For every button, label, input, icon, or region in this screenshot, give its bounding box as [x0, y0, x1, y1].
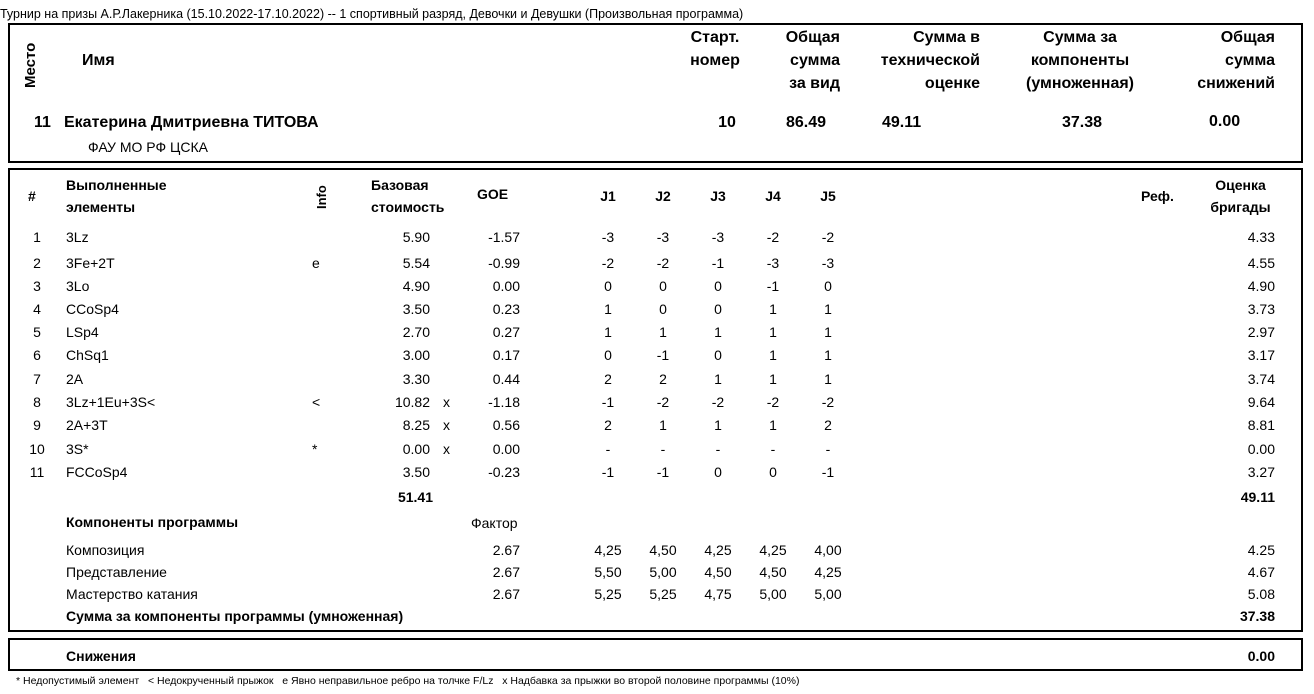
skater-deductions: 0.00: [1209, 113, 1241, 130]
skater-place: 11: [34, 114, 51, 131]
skater-tes: 49.11: [882, 114, 922, 131]
judge-header: J4: [765, 188, 781, 204]
base-value-total: 51.41: [397, 489, 433, 505]
element-number: 1: [33, 229, 41, 245]
judge-mark: -1: [711, 255, 725, 271]
element-panel-score: 0.00: [1247, 441, 1275, 457]
component-name: Представление: [66, 564, 167, 580]
skater-name: Екатерина Дмитриевна ТИТОВА: [64, 114, 319, 131]
judge-mark: -3: [821, 255, 835, 271]
judge-mark: -2: [601, 255, 615, 271]
judge-mark: 0: [824, 278, 832, 294]
col-goe-header: GOE: [477, 186, 509, 202]
element-goe: -0.23: [488, 464, 520, 480]
component-judge-mark: 4,25: [759, 542, 787, 558]
element-panel-score: 3.27: [1247, 464, 1275, 480]
element-number: 4: [33, 301, 41, 317]
start-number-header: Старт. номер: [690, 29, 740, 69]
col-elements-header: Выполненные элементы: [66, 177, 167, 215]
element-number: 11: [29, 464, 45, 480]
component-judge-mark: 5,25: [649, 586, 677, 602]
col-panel-header: Оценка бригады: [1210, 177, 1271, 215]
component-judge-mark: 5,00: [649, 564, 677, 580]
element-number: 2: [33, 255, 41, 271]
element-goe: -1.18: [488, 394, 520, 410]
component-judge-mark: 4,25: [704, 542, 732, 558]
factor-header: Фактор: [471, 515, 518, 531]
element-name: 3S*: [66, 441, 89, 457]
component-judge-mark: 4,50: [759, 564, 787, 580]
pcs-header: Сумма за компоненты (умноженная): [1026, 29, 1134, 92]
judge-mark: -: [660, 441, 666, 457]
element-base-value: 10.82: [394, 394, 430, 410]
judge-mark: 0: [604, 278, 612, 294]
col-info-header: Info: [314, 185, 329, 209]
element-number: 9: [33, 417, 41, 433]
element-number: 3: [33, 278, 41, 294]
skater-club: ФАУ МО РФ ЦСКА: [88, 139, 208, 155]
element-number: 7: [33, 371, 41, 387]
judge-mark: -1: [656, 464, 670, 480]
judge-mark: -2: [766, 394, 780, 410]
component-judge-mark: 4,75: [704, 586, 732, 602]
judge-mark: 1: [769, 417, 777, 433]
judge-mark: 0: [659, 278, 667, 294]
name-header: Имя: [82, 52, 115, 69]
judge-mark: 0: [714, 278, 722, 294]
element-bonus-mark: x: [443, 417, 450, 433]
element-base-value: 3.00: [402, 347, 430, 363]
judge-mark: 2: [604, 371, 612, 387]
element-goe: -1.57: [488, 229, 520, 245]
judge-mark: -: [825, 441, 831, 457]
element-info: <: [312, 394, 321, 410]
footnote: * Недопустимый элемент < Недокрученный прыжок e Явно неправильное ребро на толчке F/Lz x Надбавка за прыжки во второй половине программы (10%): [16, 675, 800, 687]
judge-header: J3: [710, 188, 726, 204]
element-name: LSp4: [66, 324, 99, 340]
judge-mark: 2: [659, 371, 667, 387]
judge-header: J2: [655, 188, 671, 204]
judge-header: J5: [820, 188, 836, 204]
element-base-value: 3.50: [402, 464, 430, 480]
component-factor: 2.67: [492, 564, 520, 580]
judge-mark: 1: [769, 301, 777, 317]
element-name: 3Lz+1Eu+3S<: [66, 394, 156, 410]
judge-mark: 0: [769, 464, 777, 480]
element-bonus-mark: x: [443, 394, 450, 410]
judge-mark: 1: [769, 347, 777, 363]
element-goe: 0.00: [492, 278, 520, 294]
judge-mark: 1: [824, 324, 832, 340]
judge-mark: 1: [824, 301, 832, 317]
judge-mark: -3: [656, 229, 670, 245]
skater-start-number: 10: [718, 114, 736, 131]
element-name: 2A+3T: [66, 417, 108, 433]
element-base-value: 5.90: [402, 229, 430, 245]
judge-mark: -2: [711, 394, 725, 410]
judge-mark: 1: [604, 301, 612, 317]
element-number: 8: [33, 394, 41, 410]
judge-mark: -2: [656, 255, 670, 271]
judge-mark: -: [715, 441, 721, 457]
judge-mark: -1: [601, 464, 615, 480]
element-base-value: 3.50: [402, 301, 430, 317]
component-score: 5.08: [1247, 586, 1275, 602]
element-name: 3Lz: [66, 229, 89, 245]
component-judge-mark: 4,50: [704, 564, 732, 580]
component-judge-mark: 4,25: [594, 542, 622, 558]
judge-mark: -2: [821, 229, 835, 245]
col-ref-header: Реф.: [1141, 188, 1174, 204]
judge-mark: 0: [714, 301, 722, 317]
component-judge-mark: 5,25: [594, 586, 622, 602]
element-info: e: [312, 255, 320, 271]
component-factor: 2.67: [492, 586, 520, 602]
component-name: Мастерство катания: [66, 586, 198, 602]
deductions-box: [8, 638, 1303, 671]
element-base-value: 8.25: [402, 417, 430, 433]
element-base-value: 2.70: [402, 324, 430, 340]
component-judge-mark: 4,25: [814, 564, 842, 580]
element-name: 2A: [66, 371, 84, 387]
deductions-header: Общая сумма снижений: [1197, 29, 1275, 92]
col-base-header: Базовая стоимость: [371, 177, 445, 215]
judge-mark: -3: [601, 229, 615, 245]
element-panel-score: 2.97: [1247, 324, 1275, 340]
element-info: *: [312, 441, 318, 457]
element-number: 6: [33, 347, 41, 363]
judge-header: J1: [600, 188, 616, 204]
judge-mark: 1: [714, 417, 722, 433]
judge-mark: -3: [711, 229, 725, 245]
tes-header: Сумма в технической оценке: [880, 29, 980, 92]
element-goe: 0.00: [492, 441, 520, 457]
skater-total-score: 86.49: [785, 114, 826, 131]
element-panel-score: 4.90: [1247, 278, 1275, 294]
element-goe: 0.44: [492, 371, 520, 387]
component-judge-mark: 5,00: [814, 586, 842, 602]
judge-mark: 1: [604, 324, 612, 340]
element-name: FCCoSp4: [66, 464, 128, 480]
components-total-label: Сумма за компоненты программы (умноженная): [66, 608, 404, 624]
judge-mark: 0: [604, 347, 612, 363]
element-name: 3Fe+2T: [66, 255, 115, 271]
judge-mark: 1: [714, 324, 722, 340]
element-goe: 0.23: [492, 301, 520, 317]
element-panel-score: 3.73: [1247, 301, 1275, 317]
element-base-value: 3.30: [402, 371, 430, 387]
element-number: 5: [33, 324, 41, 340]
element-bonus-mark: x: [443, 441, 450, 457]
judge-mark: -3: [766, 255, 780, 271]
elements-score-total: 49.11: [1240, 489, 1275, 505]
element-base-value: 5.54: [402, 255, 430, 271]
judge-mark: -1: [821, 464, 835, 480]
components-title: Компоненты программы: [66, 514, 239, 530]
element-panel-score: 4.55: [1247, 255, 1275, 271]
element-number: 10: [29, 441, 45, 457]
judge-mark: 2: [604, 417, 612, 433]
element-goe: -0.99: [488, 255, 520, 271]
judge-mark: -2: [821, 394, 835, 410]
judge-mark: 2: [824, 417, 832, 433]
judge-mark: -1: [601, 394, 615, 410]
skater-pcs: 37.38: [1062, 114, 1103, 131]
col-num-header: #: [28, 188, 36, 204]
element-panel-score: 8.81: [1247, 417, 1275, 433]
judge-mark: -1: [766, 278, 780, 294]
judge-mark: -2: [656, 394, 670, 410]
component-score: 4.67: [1247, 564, 1275, 580]
element-name: 3Lo: [66, 278, 90, 294]
judge-mark: -1: [656, 347, 670, 363]
total-score-header: Общая сумма за вид: [785, 29, 840, 92]
judge-mark: 1: [824, 347, 832, 363]
component-score: 4.25: [1247, 542, 1275, 558]
judge-mark: 0: [714, 347, 722, 363]
element-base-value: 0.00: [402, 441, 430, 457]
judge-mark: 1: [769, 324, 777, 340]
judge-mark: -: [770, 441, 776, 457]
component-judge-mark: 4,50: [649, 542, 677, 558]
element-name: CCoSp4: [66, 301, 119, 317]
element-panel-score: 4.33: [1247, 229, 1275, 245]
judge-mark: -: [605, 441, 611, 457]
element-panel-score: 9.64: [1247, 394, 1275, 410]
component-judge-mark: 5,50: [594, 564, 622, 580]
judge-mark: 1: [824, 371, 832, 387]
judge-mark: 0: [714, 464, 722, 480]
deductions-value: 0.00: [1247, 648, 1275, 664]
judge-mark: 0: [659, 301, 667, 317]
component-factor: 2.67: [492, 542, 520, 558]
judge-mark: 1: [659, 417, 667, 433]
element-goe: 0.27: [492, 324, 520, 340]
judge-mark: -2: [766, 229, 780, 245]
page-title: Турнир на призы А.Р.Лакерника (15.10.2022-17.10.2022) -- 1 спортивный разряд, Девочки и Девушки (Произвольная программа): [0, 7, 744, 21]
component-judge-mark: 4,00: [814, 542, 842, 558]
component-judge-mark: 5,00: [759, 586, 787, 602]
element-panel-score: 3.17: [1247, 347, 1275, 363]
element-base-value: 4.90: [402, 278, 430, 294]
place-header: Место: [22, 42, 39, 88]
components-total-value: 37.38: [1239, 608, 1275, 624]
component-name: Композиция: [66, 542, 145, 558]
judge-mark: 1: [659, 324, 667, 340]
element-goe: 0.56: [492, 417, 520, 433]
judge-mark: 1: [714, 371, 722, 387]
deductions-label: Снижения: [66, 648, 136, 664]
element-goe: 0.17: [492, 347, 520, 363]
element-panel-score: 3.74: [1247, 371, 1275, 387]
judge-mark: 1: [769, 371, 777, 387]
element-name: ChSq1: [66, 347, 109, 363]
